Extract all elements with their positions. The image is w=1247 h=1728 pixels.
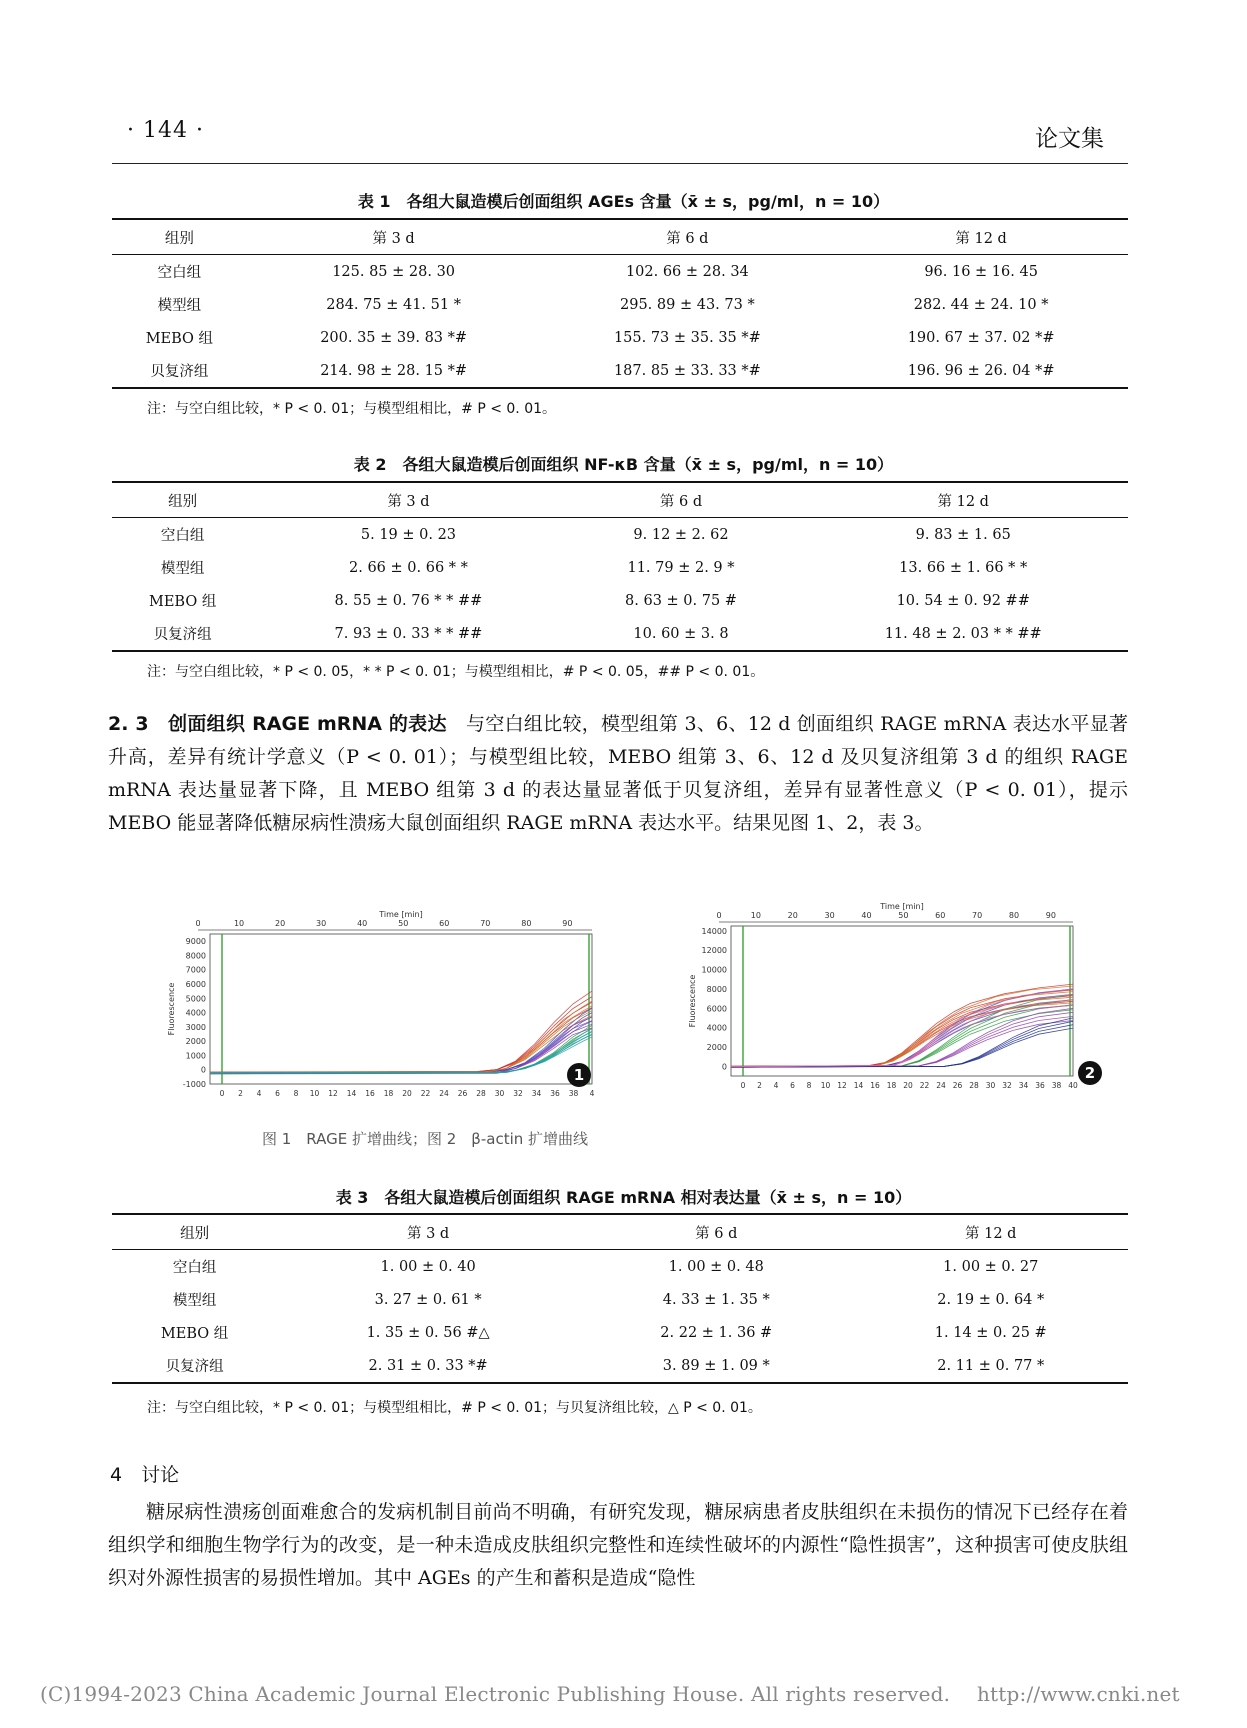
- table-header-row: [112, 1214, 1128, 1250]
- group-cell: 模型组: [172, 1293, 217, 1309]
- x-tick-label: 0: [219, 1089, 225, 1098]
- value-cell: 7. 93 ± 0. 33 * * ##: [253, 617, 563, 651]
- x-tick-label: 14: [346, 1089, 357, 1098]
- y-tick-label: 6000: [706, 1004, 727, 1014]
- series-line: [210, 1034, 592, 1073]
- x-tick-label: 36: [550, 1089, 560, 1098]
- top-tick-label: 40: [357, 919, 368, 928]
- group-cell: 贝复济组: [112, 1349, 277, 1383]
- series-line: [210, 1002, 592, 1072]
- value-cell: 96. 16 ± 16. 45: [924, 263, 1038, 280]
- section-4-heading: 4 讨论: [110, 1464, 180, 1486]
- series-line: [210, 1035, 592, 1073]
- top-tick-label: 60: [439, 919, 450, 928]
- copyright-footer: (C)1994-2023 China Academic Journal Electronic Publishing House. All rights reserved. http://www.cnki.net: [40, 1682, 1180, 1706]
- x-tick-label: 4: [256, 1089, 262, 1098]
- table2: [112, 481, 1128, 652]
- series-line: [731, 1012, 1073, 1067]
- x-tick-label: 18: [886, 1081, 897, 1090]
- column-header: 第 12 d: [834, 219, 1128, 255]
- table1-note: 注：与空白组比较，* P < 0. 01；与模型组相比，# P < 0. 01。: [147, 401, 557, 417]
- x-tick-label: 16: [365, 1089, 375, 1098]
- value-cell: 3. 27 ± 0. 61 *: [374, 1291, 482, 1308]
- y-tick-label: 2000: [185, 1037, 206, 1047]
- y-tick-label: 5000: [185, 994, 206, 1004]
- top-tick-label: 80: [521, 919, 532, 928]
- top-tick-label: 50: [898, 911, 909, 920]
- value-cell: 196. 96 ± 26. 04 *#: [834, 354, 1128, 388]
- y-tick-label: -1000: [182, 1080, 206, 1089]
- value-cell: 214. 98 ± 28. 15 *#: [247, 354, 541, 388]
- figure-1-rage-chart: [162, 908, 602, 1108]
- section-2-3: [108, 708, 1128, 840]
- top-tick-label: 40: [861, 911, 872, 920]
- value-cell: 190. 67 ± 37. 02 *#: [907, 329, 1055, 346]
- group-cell: 空白组: [157, 265, 202, 281]
- figure-2-actin-chart: [683, 900, 1083, 1100]
- value-cell: 9. 12 ± 2. 62: [633, 526, 729, 543]
- y-tick-label: 2000: [706, 1042, 727, 1052]
- table-row: [112, 288, 1128, 321]
- top-tick-label: 10: [233, 919, 245, 928]
- top-tick-label: 10: [750, 911, 761, 920]
- figure-2-badge: 2: [1078, 1061, 1102, 1085]
- x-tick-label: 6: [275, 1089, 280, 1098]
- top-tick-label: 20: [787, 911, 798, 920]
- y-tick-label: 4000: [706, 1023, 727, 1033]
- series-line: [210, 1008, 592, 1072]
- x-tick-label: 10: [820, 1081, 831, 1090]
- y-tick-label: 7000: [185, 965, 206, 975]
- top-tick-label: 90: [562, 919, 573, 928]
- section-4-text: 糖尿病性溃疡创面难愈合的发病机制目前尚不明确，有研究发现，糖尿病患者皮肤组织在未损伤的情况下已经存在着组织学和细胞生物学行为的改变，是一种未造成皮肤组织完整性和连续性破坏的内源性“隐性损害”，这种损害可使皮肤组织对外源性损害的易损性增加。其中 AGEs 的产生和蓄积是造成“隐性: [108, 1501, 1128, 1589]
- value-cell: 1. 14 ± 0. 25 #: [934, 1324, 1047, 1341]
- table-row: [112, 1250, 1128, 1284]
- x-tick-label: 38: [568, 1089, 579, 1098]
- x-tick-label: 36: [1035, 1081, 1045, 1090]
- x-tick-label: 20: [402, 1089, 412, 1098]
- top-tick-label: 80: [1008, 911, 1020, 920]
- chart-title: Time [min]: [379, 910, 423, 919]
- series-line: [210, 1001, 592, 1073]
- value-cell: 9. 83 ± 1. 65: [915, 526, 1011, 543]
- value-cell: 1. 00 ± 0. 48: [668, 1258, 764, 1275]
- top-tick-label: 30: [316, 919, 327, 928]
- column-header: 组别: [112, 1214, 277, 1250]
- section-2-3-text: 与空白组比较，模型组第 3、6、12 d 创面组织 RAGE mRNA 表达水平显著升高，差异有统计学意义（P < 0. 01）；与模型组比较，MEBO 组第 3、6、12 d 及贝复济组第 3 d 的组织 RAGE mRNA 表达量显著下降，且 MEBO 组第 3 d 的表达量显著低于贝复济组，差异有显著性意义（P < 0. 01），提示 MEBO 能显著降低糖尿病性溃疡大鼠创面组织 RAGE mRNA 表达水平。结果见图 1、2，表 3。: [108, 713, 1128, 834]
- table-row: [112, 1349, 1128, 1383]
- series-line: [731, 1003, 1073, 1067]
- y-tick-label: 12000: [701, 946, 727, 956]
- table3: [112, 1213, 1128, 1384]
- series-line: [731, 1021, 1073, 1067]
- table-row: [112, 1283, 1128, 1316]
- value-cell: 2. 11 ± 0. 77 *: [853, 1349, 1128, 1383]
- y-tick-label: 10000: [701, 965, 727, 975]
- column-header: 第 3 d: [253, 482, 563, 518]
- table-row: [112, 551, 1128, 584]
- x-tick-label: 26: [952, 1081, 963, 1090]
- column-header: 第 6 d: [540, 219, 834, 255]
- value-cell: 4. 33 ± 1. 35 *: [662, 1291, 770, 1308]
- value-cell: 1. 35 ± 0. 56 #△: [366, 1324, 490, 1341]
- table3-caption: 表 3 各组大鼠造模后创面组织 RAGE mRNA 相对表达量（x̄ ± s，n = 10）: [335, 1188, 912, 1207]
- page-number: · 144 ·: [127, 118, 204, 143]
- value-cell: 8. 63 ± 0. 75 #: [625, 592, 737, 609]
- value-cell: 2. 31 ± 0. 33 *#: [277, 1349, 579, 1383]
- table1: [112, 218, 1128, 389]
- table-row: [112, 584, 1128, 617]
- value-cell: 2. 66 ± 0. 66 * *: [349, 559, 468, 576]
- top-tick-label: 0: [716, 911, 722, 920]
- group-cell: 空白组: [160, 528, 205, 544]
- table-header-row: [112, 219, 1128, 255]
- x-tick-label: 40: [1068, 1081, 1078, 1090]
- value-cell: 3. 89 ± 1. 09 *: [579, 1349, 853, 1383]
- x-tick-label: 8: [806, 1081, 812, 1090]
- top-tick-label: 20: [274, 919, 286, 928]
- top-tick-label: 0: [195, 919, 201, 928]
- column-header: 第 3 d: [277, 1214, 579, 1250]
- value-cell: 1. 00 ± 0. 40: [380, 1258, 476, 1275]
- x-tick-label: 18: [383, 1089, 394, 1098]
- x-tick-label: 2: [757, 1081, 762, 1090]
- y-axis-label: Fluorescence: [167, 982, 176, 1036]
- y-tick-label: 6000: [185, 980, 206, 989]
- x-tick-label: 34: [1018, 1081, 1029, 1090]
- x-tick-label: 20: [903, 1081, 913, 1090]
- table-header-row: [112, 482, 1128, 518]
- group-cell: MEBO 组: [145, 331, 214, 347]
- y-tick-label: 9000: [185, 937, 206, 947]
- group-cell: 空白组: [172, 1260, 217, 1276]
- series-line: [210, 1011, 592, 1073]
- group-cell: MEBO 组: [160, 1326, 229, 1342]
- top-tick-label: 50: [398, 919, 409, 928]
- group-cell: 模型组: [157, 298, 202, 314]
- x-tick-label: 12: [837, 1081, 847, 1090]
- journal-title: 论文集: [1035, 126, 1104, 152]
- x-tick-label: 22: [420, 1089, 431, 1098]
- x-tick-label: 22: [919, 1081, 930, 1090]
- header-rule: [112, 163, 1128, 164]
- value-cell: 295. 89 ± 43. 73 *: [620, 296, 755, 313]
- series-line: [210, 1037, 592, 1073]
- section-2-3-heading: 2. 3 创面组织 RAGE mRNA 的表达: [108, 713, 447, 735]
- column-header: 第 12 d: [798, 482, 1128, 518]
- value-cell: 8. 55 ± 0. 76 * * ##: [334, 592, 483, 609]
- top-tick-label: 70: [480, 919, 491, 928]
- x-tick-label: 30: [985, 1081, 996, 1090]
- value-cell: 13. 66 ± 1. 66 * *: [899, 559, 1028, 576]
- x-tick-label: 38: [1051, 1081, 1062, 1090]
- value-cell: 282. 44 ± 24. 10 *: [913, 296, 1049, 313]
- x-tick-label: 26: [457, 1089, 468, 1098]
- y-tick-label: 0: [721, 1062, 727, 1072]
- table-row: [112, 321, 1128, 354]
- group-cell: 贝复济组: [112, 354, 247, 388]
- value-cell: 187. 85 ± 33. 33 *#: [540, 354, 834, 388]
- y-tick-label: 8000: [185, 951, 206, 961]
- x-tick-label: 0: [740, 1081, 746, 1090]
- y-tick-label: 8000: [706, 984, 727, 994]
- x-tick-label: 34: [531, 1089, 542, 1098]
- figure-caption: 图 1 RAGE 扩增曲线；图 2 β-actin 扩增曲线: [262, 1130, 589, 1148]
- value-cell: 2. 19 ± 0. 64 *: [937, 1291, 1045, 1308]
- value-cell: 200. 35 ± 39. 83 *#: [320, 329, 468, 346]
- group-cell: 模型组: [160, 561, 205, 577]
- x-tick-label: 2: [238, 1089, 243, 1098]
- table-row: [112, 354, 1128, 388]
- table1-caption: 表 1 各组大鼠造模后创面组织 AGEs 含量（x̄ ± s，pg/ml，n = 10）: [357, 192, 890, 211]
- plot-frame: [210, 934, 592, 1084]
- value-cell: 284. 75 ± 41. 51 *: [326, 296, 461, 313]
- table-row: [112, 617, 1128, 651]
- group-cell: 贝复济组: [112, 617, 253, 651]
- x-tick-label: 4: [773, 1081, 779, 1090]
- value-cell: 10. 60 ± 3. 8: [564, 617, 799, 651]
- table-row: [112, 1316, 1128, 1349]
- value-cell: 11. 79 ± 2. 9 *: [627, 559, 735, 576]
- top-tick-label: 30: [824, 911, 835, 920]
- series-line: [731, 1016, 1073, 1066]
- y-tick-label: 14000: [701, 926, 727, 936]
- table3-note: 注：与空白组比较，* P < 0. 01；与模型组相比，# P < 0. 01；与贝复济组比较，△ P < 0. 01。: [147, 1400, 762, 1416]
- y-tick-label: 1000: [185, 1051, 206, 1061]
- table-row: [112, 518, 1128, 552]
- series-line: [210, 1006, 592, 1073]
- top-tick-label: 60: [935, 911, 946, 920]
- x-tick-label: 32: [513, 1089, 523, 1098]
- value-cell: 1. 00 ± 0. 27: [943, 1258, 1039, 1275]
- x-tick-label: 10: [309, 1089, 320, 1098]
- value-cell: 155. 73 ± 35. 35 *#: [613, 329, 761, 346]
- x-tick-label: 28: [476, 1089, 486, 1098]
- value-cell: 2. 22 ± 1. 36 #: [660, 1324, 773, 1341]
- chart-title: Time [min]: [880, 902, 924, 911]
- table2-note: 注：与空白组比较，* P < 0. 05，* * P < 0. 01；与模型组相比，# P < 0. 05，## P < 0. 01。: [147, 664, 765, 680]
- x-tick-label: 28: [969, 1081, 979, 1090]
- series-line: [731, 1025, 1073, 1068]
- x-tick-label: 12: [328, 1089, 338, 1098]
- value-cell: 10. 54 ± 0. 92 ##: [896, 592, 1030, 609]
- y-tick-label: 4000: [185, 1008, 206, 1018]
- column-header: 第 3 d: [247, 219, 541, 255]
- y-tick-label: 3000: [185, 1022, 206, 1032]
- column-header: 组别: [112, 219, 247, 255]
- y-tick-label: 0: [200, 1065, 206, 1075]
- figure-1-badge: 1: [567, 1063, 591, 1087]
- x-tick-label: 24: [936, 1081, 946, 1090]
- x-tick-label: 16: [870, 1081, 880, 1090]
- table-row: [112, 255, 1128, 289]
- x-tick-label: 30: [494, 1089, 505, 1098]
- x-tick-label: 6: [790, 1081, 795, 1090]
- x-tick-label: 8: [293, 1089, 299, 1098]
- table2-caption: 表 2 各组大鼠造模后创面组织 NF-κB 含量（x̄ ± s，pg/ml，n = 10）: [353, 455, 894, 474]
- column-header: 第 6 d: [564, 482, 799, 518]
- column-header: 第 6 d: [579, 1214, 853, 1250]
- column-header: 组别: [112, 482, 253, 518]
- value-cell: 102. 66 ± 28. 34: [625, 263, 749, 280]
- top-tick-label: 90: [1045, 911, 1056, 920]
- column-header: 第 12 d: [853, 1214, 1128, 1250]
- value-cell: 125. 85 ± 28. 30: [332, 263, 456, 280]
- x-tick-label: 14: [853, 1081, 864, 1090]
- top-tick-label: 70: [972, 911, 983, 920]
- value-cell: 11. 48 ± 2. 03 * * ##: [798, 617, 1128, 651]
- x-tick-label: 32: [1002, 1081, 1012, 1090]
- x-tick-label: 24: [439, 1089, 449, 1098]
- group-cell: MEBO 组: [149, 594, 217, 610]
- x-tick-label: 4: [589, 1089, 595, 1098]
- value-cell: 5. 19 ± 0. 23: [360, 526, 457, 543]
- y-axis-label: Fluorescence: [688, 974, 697, 1028]
